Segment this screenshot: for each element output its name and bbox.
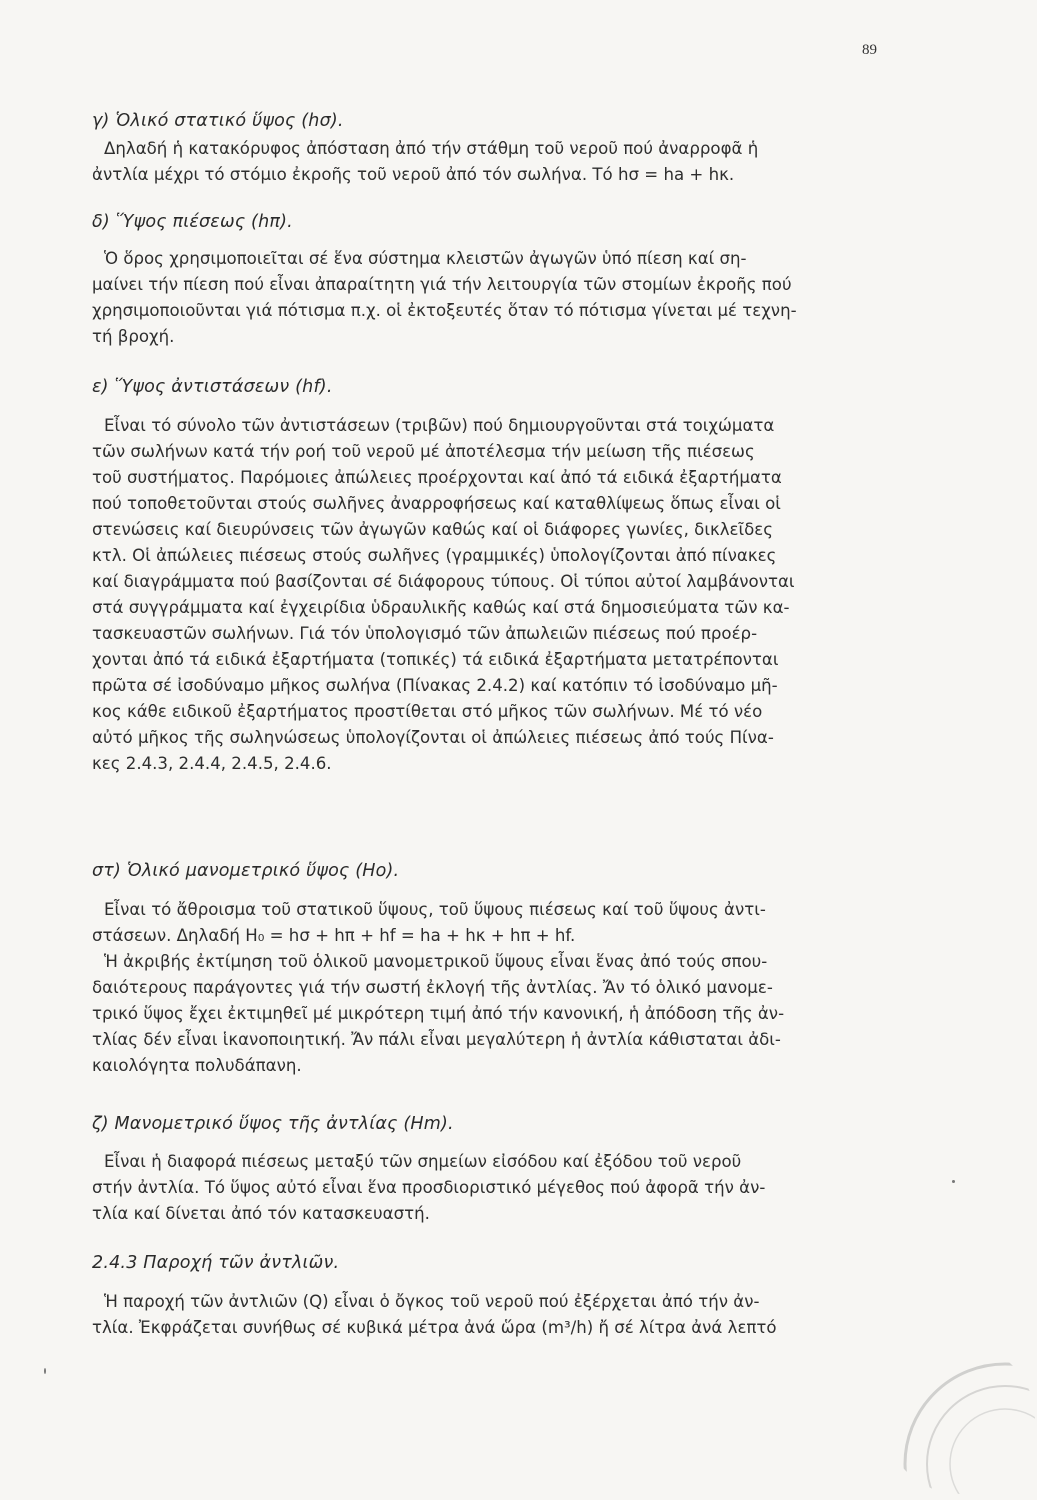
text-line: στήν ἀντλία. Τό ὕψος αὐτό εἶναι ἕνα προσδιοριστικό μέγεθος πού ἀφορᾶ τήν ἀν-: [92, 1178, 766, 1197]
text-line: τλίας δέν εἶναι ἱκανοποιητική. Ἄν πάλι εἶναι μεγαλύτερη ἡ ἀντλία κάθισταται ἀδι-: [92, 1030, 781, 1049]
text-line: κτλ. Οἱ ἀπώλειες πιέσεως στούς σωλῆνες (γραμμικές) ὑπολογίζονται ἀπό πίνακες: [92, 546, 777, 565]
section-body-pressure-head: [92, 246, 902, 350]
text-line: στά συγγράμματα καί ἐγχειρίδια ὑδραυλικῆς καθώς καί στά δημοσιεύματα τῶν κα-: [92, 598, 790, 617]
text-line: μαίνει τήν πίεση πού εἶναι ἀπαραίτητη γιά τήν λειτουργία τῶν στομίων ἐκροῆς πού: [92, 275, 792, 294]
text-line: δαιότερους παράγοντες γιά τήν σωστή ἐκλογή τῆς ἀντλίας. Ἄν τό ὁλικό μανομε-: [92, 978, 773, 997]
section-heading-pump-manometric-head: ζ) Μανομετρικό ὕψος τῆς ἀντλίας (Hm).: [92, 1114, 454, 1134]
text-line: κες 2.4.3, 2.4.4, 2.4.5, 2.4.6.: [92, 754, 332, 773]
text-line: πού τοποθετοῦνται στούς σωλῆνες ἀναρροφήσεως καί καταθλίψεως ὅπως εἶναι οἱ: [92, 494, 781, 513]
section-heading-pressure-head: δ) Ὕψος πιέσεως (hπ).: [92, 212, 293, 232]
section-body-pump-discharge: [92, 1289, 902, 1341]
page-number: 89: [862, 42, 877, 58]
text-line: τρικό ὕψος ἔχει ἐκτιμηθεῖ μέ μικρότερη τιμή ἀπό τήν κανονική, ἡ ἀπόδοση τῆς ἀν-: [92, 1004, 785, 1023]
section-heading-pump-discharge: 2.4.3 Παροχή τῶν ἀντλιῶν.: [92, 1253, 340, 1273]
library-stamp: [885, 1344, 1035, 1494]
text-line: Ἡ παροχή τῶν ἀντλιῶν (Q) εἶναι ὁ ὄγκος τοῦ νεροῦ πού ἐξέρχεται ἀπό τήν ἀν-: [104, 1292, 760, 1311]
section-heading-static-head: γ) Ὁλικό στατικό ὕψος (hσ).: [92, 111, 344, 131]
text-line: Εἶναι τό ἄθροισμα τοῦ στατικοῦ ὕψους, τοῦ ὕψους πιέσεως καί τοῦ ὕψους ἀντι-: [104, 900, 766, 919]
text-line: Εἶναι τό σύνολο τῶν ἀντιστάσεων (τριβῶν) πού δημιουργοῦνται στά τοιχώματα: [104, 416, 775, 435]
scan-speck: [44, 1368, 46, 1374]
text-line: χονται ἀπό τά ειδικά ἐξαρτήματα (τοπικές) τά ειδικά ἐξαρτήματα μετατρέπονται: [92, 650, 779, 669]
text-line: τλία καί δίνεται ἀπό τόν κατασκευαστή.: [92, 1204, 430, 1223]
text-line: κος κάθε ειδικοῦ ἐξαρτήματος προστίθεται στό μῆκος τῶν σωλήνων. Μέ τό νέο: [92, 702, 763, 721]
section-heading-total-manometric-head: στ) Ὁλικό μανομετρικό ὕψος (Ho).: [92, 861, 400, 881]
text-line: χρησιμοποιοῦνται γιά πότισμα π.χ. οἱ ἐκτοξευτές ὅταν τό πότισμα γίνεται μέ τεχνη-: [92, 301, 797, 320]
text-line: στάσεων. Δηλαδή H₀ = hσ + hπ + hf = ha + hκ + hπ + hf.: [92, 926, 576, 945]
scan-speck: [952, 1180, 955, 1183]
text-line: στενώσεις καί διευρύνσεις τῶν ἀγωγῶν καθώς καί οἱ διάφορες γωνίες, δικλεῖδες: [92, 520, 773, 539]
text-line: καιολόγητα πολυδάπανη.: [92, 1056, 302, 1075]
section-heading-friction-head: ε) Ὕψος ἀντιστάσεων (hf).: [92, 377, 333, 397]
text-line: τασκευαστῶν σωλήνων. Γιά τόν ὑπολογισμό τῶν ἀπωλειῶν πιέσεως πού προέρ-: [92, 624, 758, 643]
text-line: ἀντλία μέχρι τό στόμιο ἐκροῆς τοῦ νεροῦ ἀπό τόν σωλήνα. Τό hσ = ha + hκ.: [92, 165, 735, 184]
text-line: αὐτό μῆκος τῆς σωληνώσεως ὑπολογίζονται οἱ ἀπώλειες πιέσεως ἀπό τούς Πίνα-: [92, 728, 774, 747]
text-line: Εἶναι ἡ διαφορά πιέσεως μεταξύ τῶν σημείων εἰσόδου καί ἐξόδου τοῦ νεροῦ: [104, 1152, 742, 1171]
text-line: τλία. Ἐκφράζεται συνήθως σέ κυβικά μέτρα ἀνά ὥρα (m³/h) ἤ σέ λίτρα ἀνά λεπτό: [92, 1318, 777, 1337]
text-line: τή βροχή.: [92, 327, 175, 346]
section-body-total-manometric-head: [92, 897, 902, 1079]
text-line: Δηλαδή ἡ κατακόρυφος ἀπόσταση ἀπό τήν στάθμη τοῦ νεροῦ πού ἀναρροφᾶ ἡ: [104, 139, 759, 158]
section-body-friction-head: [92, 413, 902, 777]
text-line: πρῶτα σέ ἰσοδύναμο μῆκος σωλήνα (Πίνακας 2.4.2) καί κατόπιν τό ἰσοδύναμο μῆ-: [92, 676, 778, 695]
text-line: Ὁ ὅρος χρησιμοποιεῖται σέ ἕνα σύστημα κλειστῶν ἀγωγῶν ὑπό πίεση καί ση-: [104, 249, 747, 268]
section-body-static-head: [92, 136, 902, 188]
text-line: καί διαγράμματα πού βασίζονται σέ διάφορους τύπους. Οἱ τύποι αὐτοί λαμβάνονται: [92, 572, 795, 591]
text-line: Ἡ ἀκριβής ἐκτίμηση τοῦ ὁλικοῦ μανομετρικοῦ ὕψους εἶναι ἕνας ἀπό τούς σπου-: [104, 952, 768, 971]
section-body-pump-manometric-head: [92, 1149, 902, 1227]
text-line: τῶν σωλήνων κατά τήν ροή τοῦ νεροῦ μέ ἀποτέλεσμα τήν μείωση τῆς πιέσεως: [92, 442, 755, 461]
text-line: τοῦ συστήματος. Παρόμοιες ἀπώλειες προέρχονται καί ἀπό τά ειδικά ἐξαρτήματα: [92, 468, 782, 487]
